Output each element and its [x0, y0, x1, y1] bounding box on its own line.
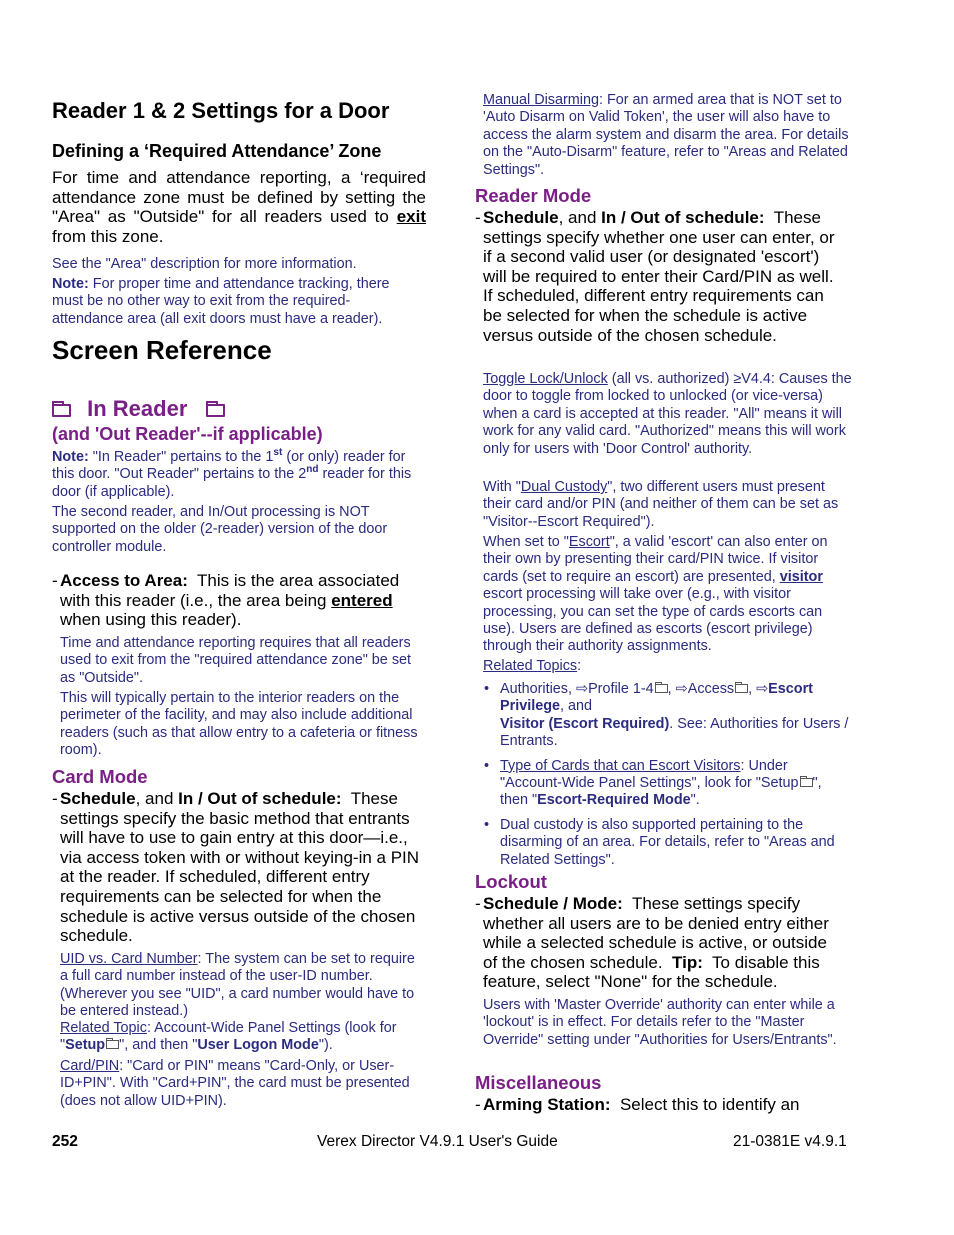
- exit-emphasis: exit: [396, 207, 426, 227]
- page-number: 252: [52, 1133, 78, 1150]
- related-topic-link[interactable]: Related Topic: [60, 1020, 147, 1036]
- dual-custody-link[interactable]: Dual Custody: [520, 479, 608, 495]
- folder-icon: [206, 404, 225, 417]
- in-reader-heading: In Reader: [52, 396, 225, 422]
- second-reader-note: The second reader, and In/Out processing is NOT supported on the older (2-reader) version of the door controller module.: [52, 504, 388, 555]
- escort-note: When set to "Escort", a valid 'escort' can also enter on their own by presenting their card/PIN twice. If visitor cards (set to require an escort) are presented, visitor escort processing will take over (e.g., with visitor processing, you can set the type of cards escorts can use). Users are defined as escorts (escort privilege) through their authority assignments.: [483, 534, 828, 655]
- intro-paragraph: For time and attendance reporting, a ‘required attendance zone must be defined by setting the "Area" as "Outside" for all readers used to exit from this zone.: [52, 168, 426, 246]
- manual-disarming-link[interactable]: Manual Disarming: [483, 92, 599, 108]
- miscellaneous-heading: Miscellaneous: [475, 1072, 602, 1093]
- reader-pertains-note: Note: "In Reader" pertains to the 1st (or only) reader for this door. "Out Reader" pertains to the 2nd reader for this door (if applicable).: [52, 447, 412, 500]
- out-reader-subheading: (and 'Out Reader'--if applicable): [52, 424, 323, 444]
- lockout-heading: Lockout: [475, 871, 547, 892]
- escort-link[interactable]: Escort: [568, 534, 610, 550]
- screen-reference-heading: Screen Reference: [52, 335, 272, 365]
- lockout-item: - Schedule / Mode: These settings specify whether all users are to be denied entry either while a selected schedule is active, or outside of the chosen schedule. Tip: To disable this feature, select "None" for the schedule.: [475, 894, 829, 992]
- folder-icon: [655, 684, 668, 693]
- arrow-right-icon: ⇨: [756, 681, 769, 697]
- card-mode-item: - Schedule, and In / Out of schedule: These settings specify the basic method that entrants will have to use to gain entry at this door—i.e., via access token with or without keying-in a PIN at the reader. If scheduled, different entry requirements can be selected for when the schedule is active versus outside of the chosen schedule.: [52, 789, 420, 946]
- access-to-area-item: - Access to Area: This is the area associated with this reader (i.e., the area being entered when using this reader).: [52, 571, 400, 630]
- escort-cards-link[interactable]: Type of Cards that can Escort Visitors: [500, 757, 741, 774]
- document-title: Verex Director V4.9.1 User's Guide: [317, 1133, 558, 1150]
- list-item: • Authorities, ⇨Profile 1-4 , ⇨Access , ⇨Escort Privilege, and Visitor (Escort Required). See: Authorities for Users / Entrants.: [483, 681, 853, 751]
- toggle-lock-note: Toggle Lock/Unlock (all vs. authorized) ≥V4.4: Causes the door to toggle from locked to unlocked (or vice-versa) when a card is accepted at this reader. "All" means it will work for any valid card. "Authorized" means this will work only for users with 'Door Control' authority.: [483, 371, 852, 457]
- uid-link[interactable]: UID vs. Card Number: [60, 951, 198, 967]
- document-version: 21-0381E v4.9.1: [733, 1133, 847, 1150]
- card-mode-heading: Card Mode: [52, 766, 148, 787]
- see-area-note: See the "Area" description for more information.: [52, 256, 357, 272]
- manual-disarming-note: Manual Disarming: For an armed area that is NOT set to 'Auto Disarm on Valid Token', the user will also have to access the alarm system and disarm the area. For details on the "Auto-Disarm" feature, refer to "Areas and Related Settings".: [483, 92, 849, 178]
- list-item: • Type of Cards that can Escort Visitors: Under "Account-Wide Panel Settings", look for "Setup ", then "Escort-Required Mode".: [483, 758, 853, 810]
- uid-note: UID vs. Card Number: The system can be set to require a full card number instead of the user-ID number. (Wherever you see "UID", a card number would have to be entered instead.): [60, 951, 415, 1020]
- folder-icon: [52, 404, 71, 417]
- master-override-note: Users with 'Master Override' authority can enter while a 'lockout' is in effect. For details refer to the "Master Override" setting under "Authorities for Users/Entrants".: [483, 997, 837, 1048]
- related-topics-link[interactable]: Related Topics: [483, 658, 578, 674]
- folder-icon: [735, 684, 748, 693]
- arrow-right-icon: ⇨: [675, 681, 688, 697]
- reader-mode-heading: Reader Mode: [475, 185, 592, 206]
- time-attendance-note: Time and attendance reporting requires that all readers used to exit from the "required attendance zone" be set as "Outside".: [60, 635, 412, 686]
- subsection-heading: Defining a ‘Required Attendance’ Zone: [52, 141, 382, 161]
- related-topic-note: Related Topic: Account-Wide Panel Settings (look for "Setup ", and then "User Logon Mode").: [60, 1020, 397, 1054]
- section-heading: Reader 1 & 2 Settings for a Door: [52, 98, 390, 123]
- card-pin-note: Card/PIN: "Card or PIN" means "Card-Only, or User-ID+PIN". With "Card+PIN", the card must be presented (does not allow UID+PIN).: [60, 1058, 410, 1109]
- attendance-note: Note: For proper time and attendance tracking, there must be no other way to exit from the required-attendance area (all exit doors must have a reader).: [52, 276, 390, 327]
- dual-custody-note: With "Dual Custody", two different users must present their card and/or PIN (and neither of them can be set as "Visitor--Escort Required").: [483, 479, 839, 530]
- toggle-lock-link[interactable]: Toggle Lock/Unlock: [483, 371, 608, 387]
- interior-readers-note: This will typically pertain to the interior readers on the perimeter of the facility, and may also include additional readers (such as that allow entry to a cafeteria or fitness room).: [60, 690, 418, 759]
- arrow-right-icon: ⇨: [576, 681, 589, 697]
- related-topics-label: Related Topics:: [483, 658, 582, 674]
- arming-station-item: - Arming Station: Select this to identify an: [475, 1095, 800, 1114]
- reader-mode-item: - Schedule, and In / Out of schedule: These settings specify whether one user can enter, or if a second valid user (or designated 'escort') will be required to enter their Card/PIN as well. If scheduled, different entry requirements can be selected for when the schedule is active versus outside of the chosen schedule.: [475, 208, 835, 345]
- related-topics-list: [483, 681, 853, 876]
- folder-icon: [106, 1040, 119, 1049]
- list-item: • Dual custody is also supported pertaining to the disarming of an area. For details, refer to "Areas and Related Settings".: [483, 817, 853, 869]
- folder-icon: [800, 778, 813, 787]
- card-pin-link[interactable]: Card/PIN: [60, 1058, 120, 1074]
